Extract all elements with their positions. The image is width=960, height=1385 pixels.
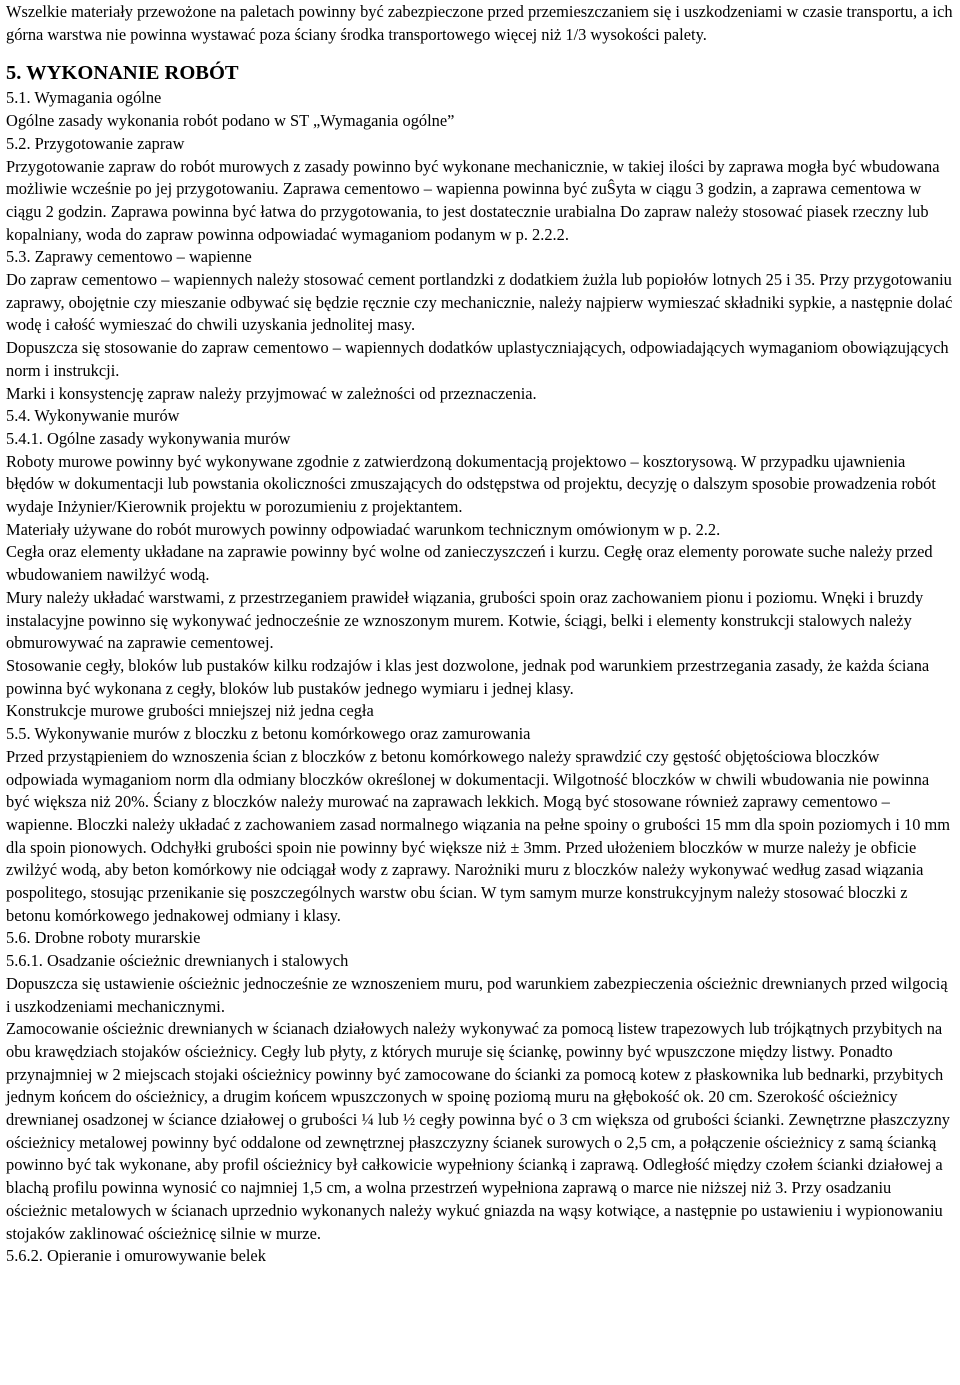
paragraph: Cegła oraz elementy układane na zaprawie powinny być wolne od zanieczyszczeń i kurzu. Cegłę oraz elementy porowate suche należy przed wbudowaniem nawilżyć wodą. bbox=[6, 542, 933, 585]
paragraph: Przygotowanie zapraw do robót murowych z zasady powinno być wykonane mechanicznie, w takiej ilości by zaprawa mogła być wbudowana możliwie wcześnie po jej przygotowaniu. Zaprawa cementowo – wapienna powinna być zuŜyta w ciągu 3 godzin, a zaprawa cementowa w ciągu 2 godzin. Zaprawa powinna być łatwa do przygotowania, to jest dostatecznie urabialna Do zapraw należy stosować piasek rzeczny lub kopalniany, woda do zapraw powinna odpowiadać wymaganiom podanym w p. 2.2.2. bbox=[6, 156, 940, 244]
subsection-heading: 5.6. Drobne roboty murarskie bbox=[6, 928, 201, 948]
paragraph: Zamocowanie ościeżnic drewnianych w ścianach działowych należy wykonywać za pomocą listew trapezowych lub trójkątnych przybitych na obu krawędziach stojaków ościeżnicy. Cegły lub płyty, z których muruje się ściankę, powinny być wpuszczone między listwy. Ponadto przynajmniej w 2 miejscach stojaki ościeżnicy powinny być zamocowane do ścianki za pomocą kotew z płaskownika lub bednarki, przybitych jednym końcem do ościeżnicy, a drugim końcem wpuszczonych w spoinę poziomą muru na głębokość ok. 20 cm. Szerokość ościeżnicy drewnianej osadzonej w ściance działowej o grubości ¼ lub ½ cegły powinna być o 3 cm większa od grubości ścianki. Zewnętrzne płaszczyzny ościeżnicy metalowej powinny być oddalone od zewnętrznej płaszczyzny ścianek surowych o 2,5 cm, a połączenie ościeżnicy z samą ścianką powinno być tak wykonane, aby profil ościeżnicy był całkowicie wypełniony ścianką i zaprawą. Odległość między czołem ścianki działowej a blachą profilu powinna wynosić co najmniej 1,5 cm, a wolna przestrzeń wypełniona zaprawą o marce nie niższej niż 3. Przy osadzaniu ościeżnic metalowych w ścianach uprzednio wykonanych należy wykuć gniazda na wąsy kotwiące, a następnie po ustawieniu i wypionowaniu stojaków zaklinować ościeżnicę silnie w murze. bbox=[6, 1019, 950, 1243]
section-title: 5. WYKONANIE ROBÓT bbox=[6, 62, 239, 85]
paragraph: Mury należy układać warstwami, z przestrzeganiem prawideł wiązania, grubości spoin oraz zachowaniem pionu i poziomu. Wnęki i bruzdy instalacyjne powinno się wykonywać jednocześnie ze wznoszonym murem. Kotwie, ściągi, belki i elementy konstrukcji stalowych należy obmurowywać na zaprawie cementowej. bbox=[6, 587, 924, 653]
paragraph: Marki i konsystencję zapraw należy przyjmować w zależności od przeznaczenia. bbox=[6, 383, 537, 403]
paragraph: Stosowanie cegły, bloków lub pustaków kilku rodzajów i klas jest dozwolone, jednak pod warunkiem przestrzegania zasady, że każda ściana powinna być wykonana z cegły, bloków lub pustaków jednego wymiaru i jednej klasy. bbox=[6, 655, 930, 698]
subsection-heading: 5.4.1. Ogólne zasady wykonywania murów bbox=[6, 428, 291, 448]
subsection-heading: 5.6.2. Opieranie i omurowywanie belek bbox=[6, 1246, 266, 1266]
paragraph: Dopuszcza się ustawienie ościeżnic jednocześnie ze wznoszeniem muru, pod warunkiem zabezpieczenia ościeżnic drewnianych przed wilgocią i uszkodzeniami mechanicznymi. bbox=[6, 973, 948, 1016]
paragraph: Wszelkie materiały przewożone na paletach powinny być zabezpieczone przed przemieszczaniem się i uszkodzeniami w czasie transportu, a ich górna warstwa nie powinna wystawać poza ściany środka transportowego więcej niż 1/3 wysokości palety. bbox=[6, 2, 953, 44]
paragraph: Dopuszcza się stosowanie do zapraw cementowo – wapiennych dodatków uplastyczniających, odpowiadających wymaganiom obowiązujących norm i instrukcji. bbox=[6, 338, 949, 380]
subsection-heading: 5.1. Wymagania ogólne bbox=[6, 88, 162, 108]
subsection-heading: 5.3. Zaprawy cementowo – wapienne bbox=[6, 247, 252, 267]
subsection-heading: 5.4. Wykonywanie murów bbox=[6, 406, 180, 426]
paragraph: Przed przystąpieniem do wznoszenia ścian z bloczków z betonu komórkowego należy sprawdzić czy gęstość objętościowa bloczków odpowiada wymaganiom norm dla odmiany bloczków określonej w dokumentacji. Wilgotność bloczków w chwili wbudowania nie powinna być większa niż 20%. Ściany z bloczków należy murować na zaprawach lekkich. Mogą być stosowane również zaprawy cementowo – wapienne. Bloczki należy układać z zachowaniem zasad normalnego wiązania na pełne spoiny o grubości 15 mm dla spoin poziomych i 10 mm dla spoin pionowych. Odchyłki grubości spoin nie powinny być większe niż ± 3mm. Przed ułożeniem bloczków w murze należy je obficie zwilżyć wodą, aby beton komórkowy nie odciągał wody z zaprawy. Narożniki muru z bloczków należy wykonywać według zasad wiązania pospolitego, stosując przenikanie się poszczególnych warstw obu ścian. W tym samym murze konstrukcyjnym należy stosować bloczki z betonu komórkowego jednakowej odmiany i klasy. bbox=[6, 746, 950, 925]
paragraph: Ogólne zasady wykonania robót podano w ST „Wymagania ogólne” bbox=[6, 111, 455, 131]
subsection-heading: 5.2. Przygotowanie zapraw bbox=[6, 133, 185, 153]
paragraph: Do zapraw cementowo – wapiennych należy stosować cement portlandzki z dodatkiem żużla lub popiołów lotnych 25 i 35. Przy przygotowaniu zaprawy, obojętnie czy mieszanie odbywać się będzie ręcznie czy mechanicznie, należy najpierw wymieszać składniki sypkie, a następnie dolać wodę i całość wymieszać do chwili uzyskania jednolitej masy. bbox=[6, 270, 953, 335]
paragraph: Materiały używane do robót murowych powinny odpowiadać warunkom technicznym omówionym w p. 2.2. bbox=[6, 519, 721, 539]
subsection-heading: 5.6.1. Osadzanie ościeżnic drewnianych i stalowych bbox=[6, 951, 349, 971]
paragraph: Konstrukcje murowe grubości mniejszej niż jedna cegła bbox=[6, 701, 374, 721]
paragraph: Roboty murowe powinny być wykonywane zgodnie z zatwierdzoną dokumentacją projektowo – kosztorysową. W przypadku ujawnienia błędów w dokumentacji lub powstania okoliczności zmuszających do odstępstwa od projektu, decyzję o dalszym sposobie prowadzenia robót wydaje Inżynier/Kierownik projektu w porozumieniu z projektantem. bbox=[6, 451, 936, 517]
subsection-heading: 5.5. Wykonywanie murów z bloczku z betonu komórkowego oraz zamurowania bbox=[6, 724, 531, 744]
